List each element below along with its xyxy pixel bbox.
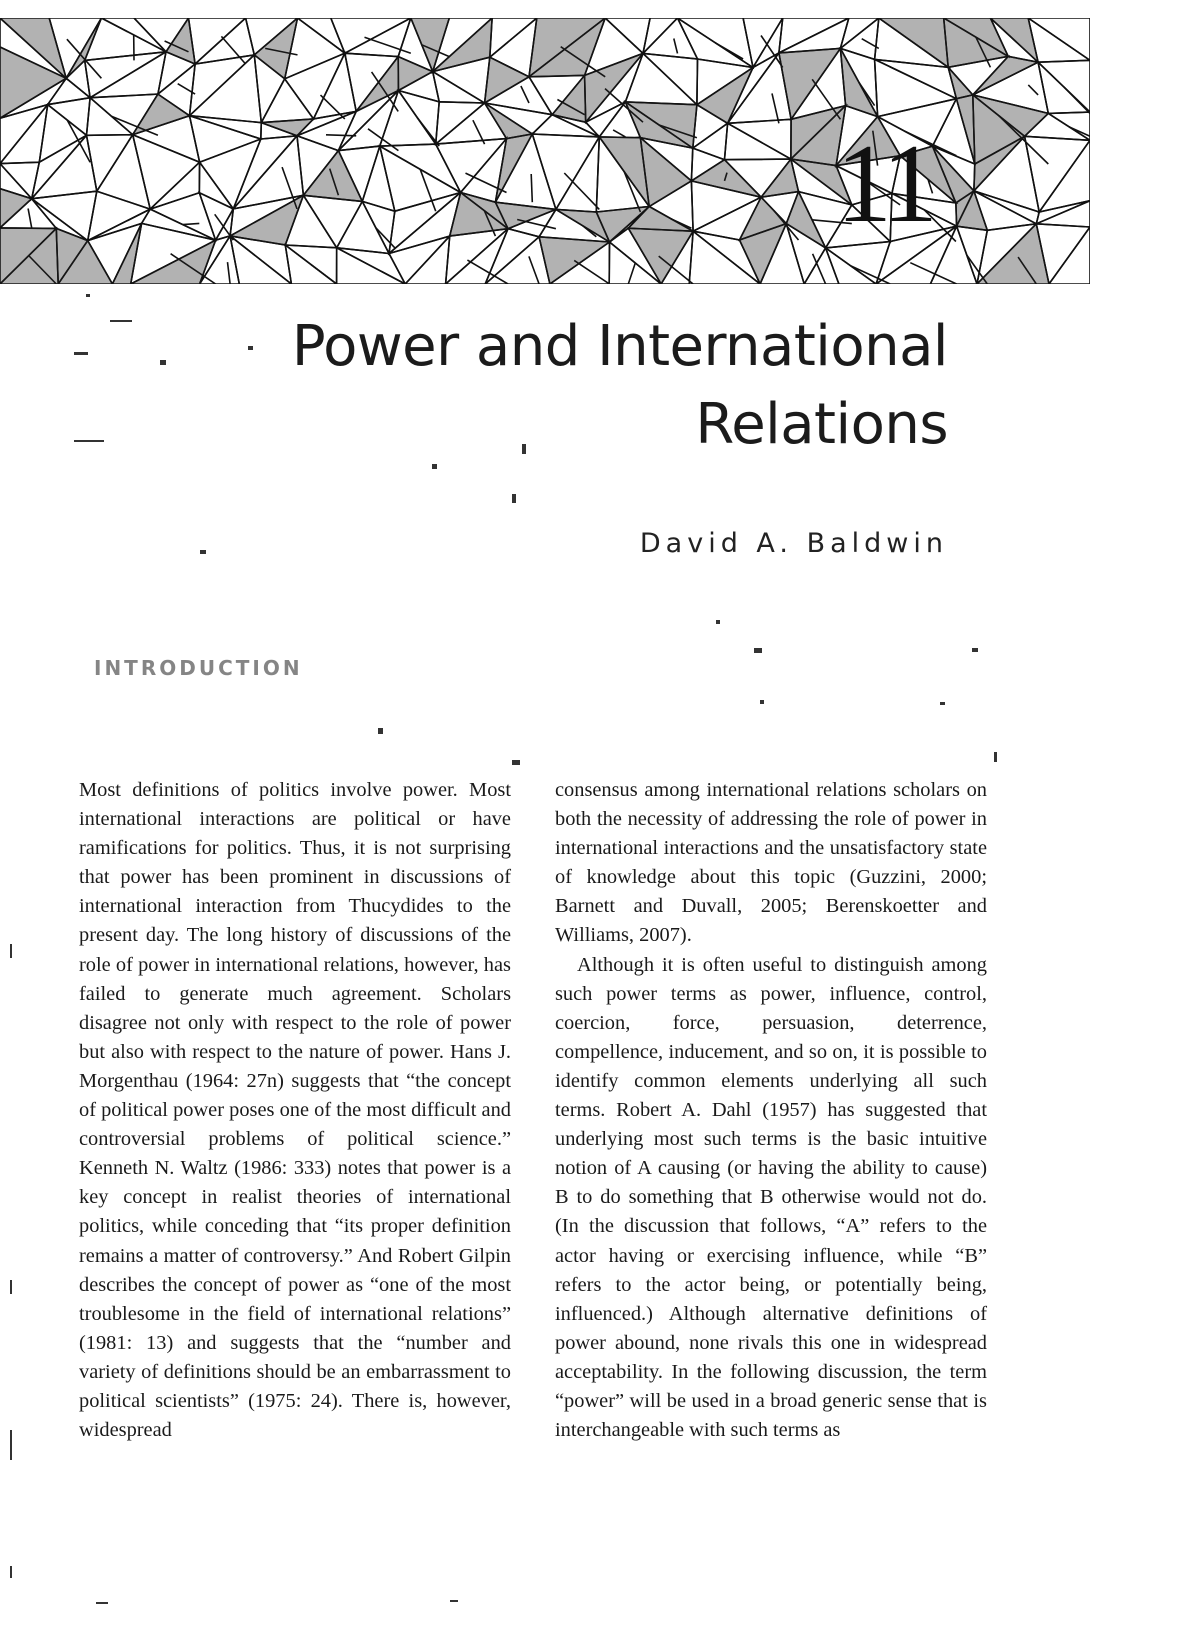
banner-facet [1049,227,1090,284]
banner-stroke [531,174,532,202]
banner-facet [977,224,1049,284]
body-paragraph: Most definitions of politics involve power. Most international interactions are political or have ramifications for politics. Thus, it is not surprising that power has been prominent in discussions of international interaction from Thucydides to the present day. The long history of discussions of the role of power in international relations, however, has failed to generate much agreement. Scholars disagree not only with respect to the role of power but also with respect to the nature of power. Hans J. Morgenthau (1964: 27n) suggests that “the concept of political power poses one of the most difficult and controversial problems of political science.” Kenneth N. Waltz (1986: 333) notes that power is a key concept in realist theories of international politics, while conceding that “its proper definition remains a matter of controversy.” And Robert Gilpin describes the concept of power as “one of the most troublesome in the field of international relations” (1981: 13) and suggests that the “number and variety of definitions should be an embarrassment to political scientists” (1975: 24). There is, however, widespread [79,779,511,1442]
scan-speck [450,1600,458,1602]
banner-facet [88,191,151,240]
banner-facet [640,138,691,207]
scan-speck [248,346,253,350]
banner-facet [1025,136,1090,212]
banner-facet [1039,140,1090,212]
scan-speck [10,1566,12,1578]
banner-facet [199,162,233,209]
banner-facet [446,229,508,284]
banner-stroke [529,256,539,284]
body-paragraph: consensus among international relations scholars on both the necessity of addressing the role of power in international interactions and the unsatisfactory state of knowledge about this topic (Guzzini, 2000; Barnett and Duvall, 2005; Berenskoetter and Williams, 2007). [555,779,987,947]
banner-facet [956,95,974,164]
banner-facet [678,18,754,68]
scan-speck [110,320,132,322]
scan-speck [522,444,526,454]
banner-stroke [467,260,508,284]
scan-speck [10,1430,12,1460]
scan-speck [994,752,997,762]
banner-facet [190,116,261,163]
banner-facet [691,160,761,198]
banner-stroke [613,130,625,137]
banner-facet [190,55,262,123]
banner-facet [485,103,533,139]
banner-facet [142,209,216,240]
banner-stroke [1064,87,1090,113]
banner-facet [261,79,313,123]
banner-facet [133,94,190,135]
banner-stroke [674,39,678,54]
banner-facet [150,162,199,209]
scan-speck [86,294,90,297]
banner-facet [552,75,586,122]
banner-facet [643,18,698,59]
scan-speck [754,648,762,653]
banner-stroke [715,43,743,59]
banner-facet [389,193,461,254]
scan-speck [200,550,206,554]
banner-facet [380,146,461,211]
body-column-right [555,776,987,1445]
chapter-title-line-1: Power and International [291,314,948,379]
banner-stroke [420,169,436,211]
scan-speck [432,464,437,469]
banner-stroke [521,86,529,103]
banner-stroke [1028,85,1038,95]
scan-speck [760,700,764,704]
banner-stroke [910,263,956,284]
banner-facet [697,68,753,124]
scan-speck [378,728,383,734]
scan-speck [96,1602,108,1604]
banner-facet [87,135,133,192]
banner-facet [87,98,133,136]
banner-facet [48,98,90,136]
banner-stroke [28,209,32,228]
banner-facet [433,72,485,103]
banner-facet [556,137,599,212]
banner-facet [389,236,450,284]
banner-stroke [228,262,231,284]
scan-speck [972,648,978,652]
scan-speck [716,620,720,624]
scan-speck [74,440,104,442]
banner-stroke [311,265,337,285]
banner-stroke [574,260,609,284]
banner-facet [66,18,101,78]
banner-facet [398,57,433,91]
body-column-left [79,776,511,1445]
banner-facet [840,18,878,59]
scan-speck [74,352,88,355]
banner-stroke [628,263,635,284]
banner-stroke [183,223,199,224]
author-name: David A. Baldwin [639,528,948,559]
banner-facet [1028,18,1090,62]
scan-speck [160,360,166,365]
banner-facet [39,105,86,163]
banner-facet [166,18,195,64]
banner-facet [725,123,791,159]
banner-facet [331,18,411,53]
body-paragraph: Although it is often useful to distinguish among such power terms as power, influence, control, coercion, force, persuasion, deterrence, compellence, inducement, and so on, it is possible to identify common elements underlying all such terms. Robert A. Dahl (1957) has suggested that underlying most such terms is the basic intuitive notion of A causing (or having the ability to cause) B to do something that B otherwise would not do. (In the discussion that follows, “A” refers to the actor having or exercising influence, while “B” refers to the actor being, or potentially being, influenced.) Although alternative definitions of power abound, none rivals this one in widespread acceptability. In the following discussion, the term “power” will be used in a broad generic sense that is interchangeable with such terms as [555,953,987,1442]
scan-speck [10,944,12,958]
banner-stroke [851,266,890,284]
banner-stroke [564,173,599,209]
scan-speck [512,494,516,503]
banner-facet [303,195,362,248]
banner-stroke [326,135,356,136]
banner-facet [303,151,362,202]
chapter-number: 11 [836,122,932,246]
banner-facet [436,103,507,144]
banner-stroke [1069,127,1090,136]
banner-stroke [772,93,779,123]
banner-facet [973,56,1038,95]
banner-facet [779,18,849,53]
banner-facet [337,201,389,253]
banner-facet [362,146,395,211]
scan-speck [512,760,520,765]
chapter-title-line-2: Relations [695,392,948,457]
scan-speck [940,702,945,705]
banner-facet [826,242,891,285]
scan-speck [10,1280,12,1294]
section-heading: INTRODUCTION [94,656,303,680]
banner-facet [485,57,529,103]
